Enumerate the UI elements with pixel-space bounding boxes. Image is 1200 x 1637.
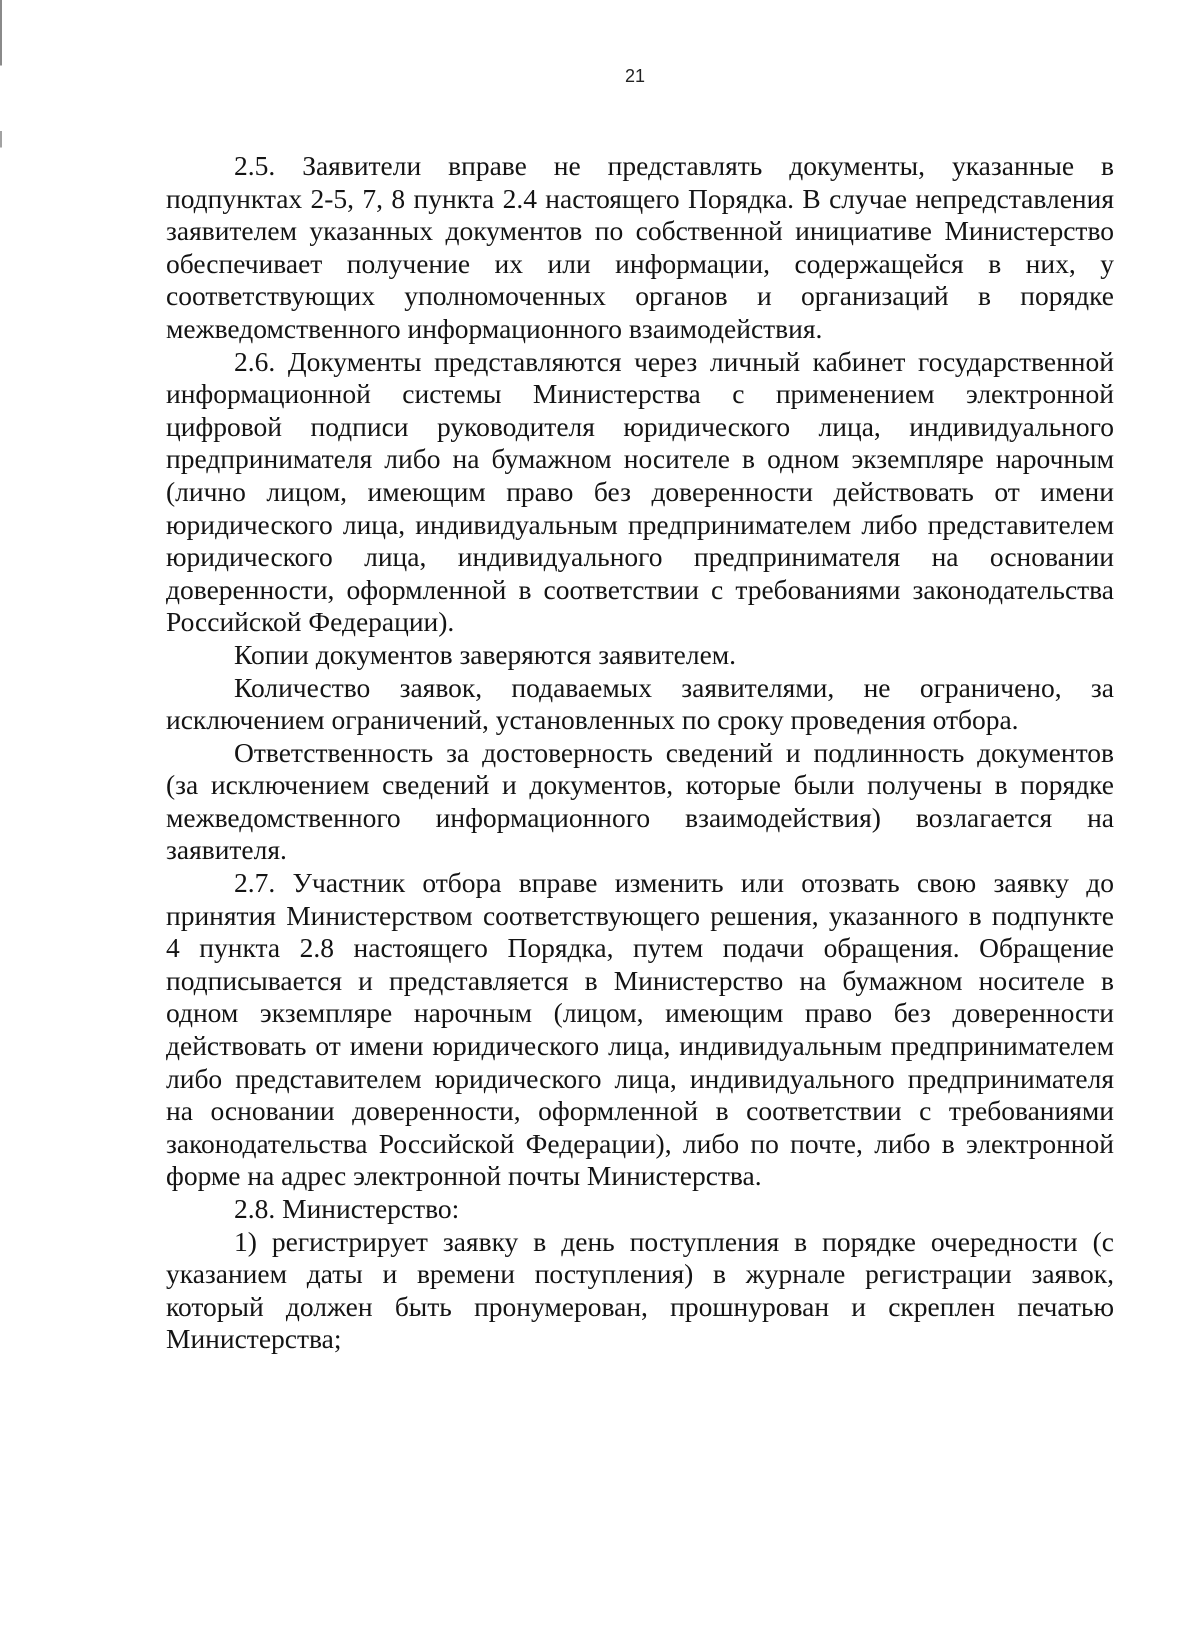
paragraph-2-8: 2.8. Министерство:	[234, 1193, 460, 1224]
paragraph-2-7: 2.7. Участник отбора вправе изменить или отозвать свою заявку до принятия Министерством соответствующего решения, указанного в подпункте 4 пункта 2.8 настоящего Порядка, путем подачи обращения. Обращение подписывается и представляется в Министерство на бумажном носителе в одном экземпляре нарочным (лицом, имеющим право без доверенности действовать от имени юридического лица, индивидуальным предпринимателем либо представителем юридического лица, индивидуального предпринимателя на основании доверенности, оформленной в соответствии с требованиями законодательства Российской Федерации), либо по почте, либо в электронной форме на адрес электронной почты Министерства.	[166, 867, 1114, 1192]
paragraph-quantity: Количество заявок, подаваемых заявителями, не ограничено, за исключением ограничений, установленных по сроку проведения отбора.	[166, 671, 1114, 736]
paragraph-2-6: 2.6. Документы представляются через личный кабинет государственной информационной системы Министерства с применением электронной цифровой подписи руководителя юридического лица, индивидуального предпринимателя либо на бумажном носителе в одном экземпляре нарочным (лично лицом, имеющим право без доверенности действовать от имени юридического лица, индивидуальным предпринимателем либо представителем юридического лица, индивидуального предпринимателя на основании доверенности, оформленной в соответствии с требованиями законодательства Российской Федерации).	[166, 345, 1114, 638]
paragraph-2-8-item-1: 1) регистрирует заявку в день поступления в порядке очередности (с указанием даты и времени поступления) в журнале регистрации заявок, который должен быть пронумерован, прошнурован и скреплен печатью Министерства;	[166, 1225, 1114, 1355]
paragraph-responsibility: Ответственность за достоверность сведений и подлинность документов (за исключением сведений и документов, которые были получены в порядке межведомственного информационного взаимодействия) возлагается на заявителя.	[166, 736, 1114, 866]
scan-edge-artifact	[0, 0, 2, 1637]
page-number: 21	[624, 66, 646, 86]
paragraph-2-5: 2.5. Заявители вправе не представлять документы, указанные в подпунктах 2-5, 7, 8 пункта 2.4 настоящего Порядка. В случае непредставления заявителем указанных документов по собственной инициативе Министерство обеспечивает получение их или информации, содержащейся в них, у соответствующих уполномоченных органов и организаций в порядке межведомственного информационного взаимодействия.	[166, 150, 1114, 344]
document-body	[166, 150, 1114, 1356]
paragraph-copies: Копии документов заверяются заявителем.	[234, 638, 737, 670]
